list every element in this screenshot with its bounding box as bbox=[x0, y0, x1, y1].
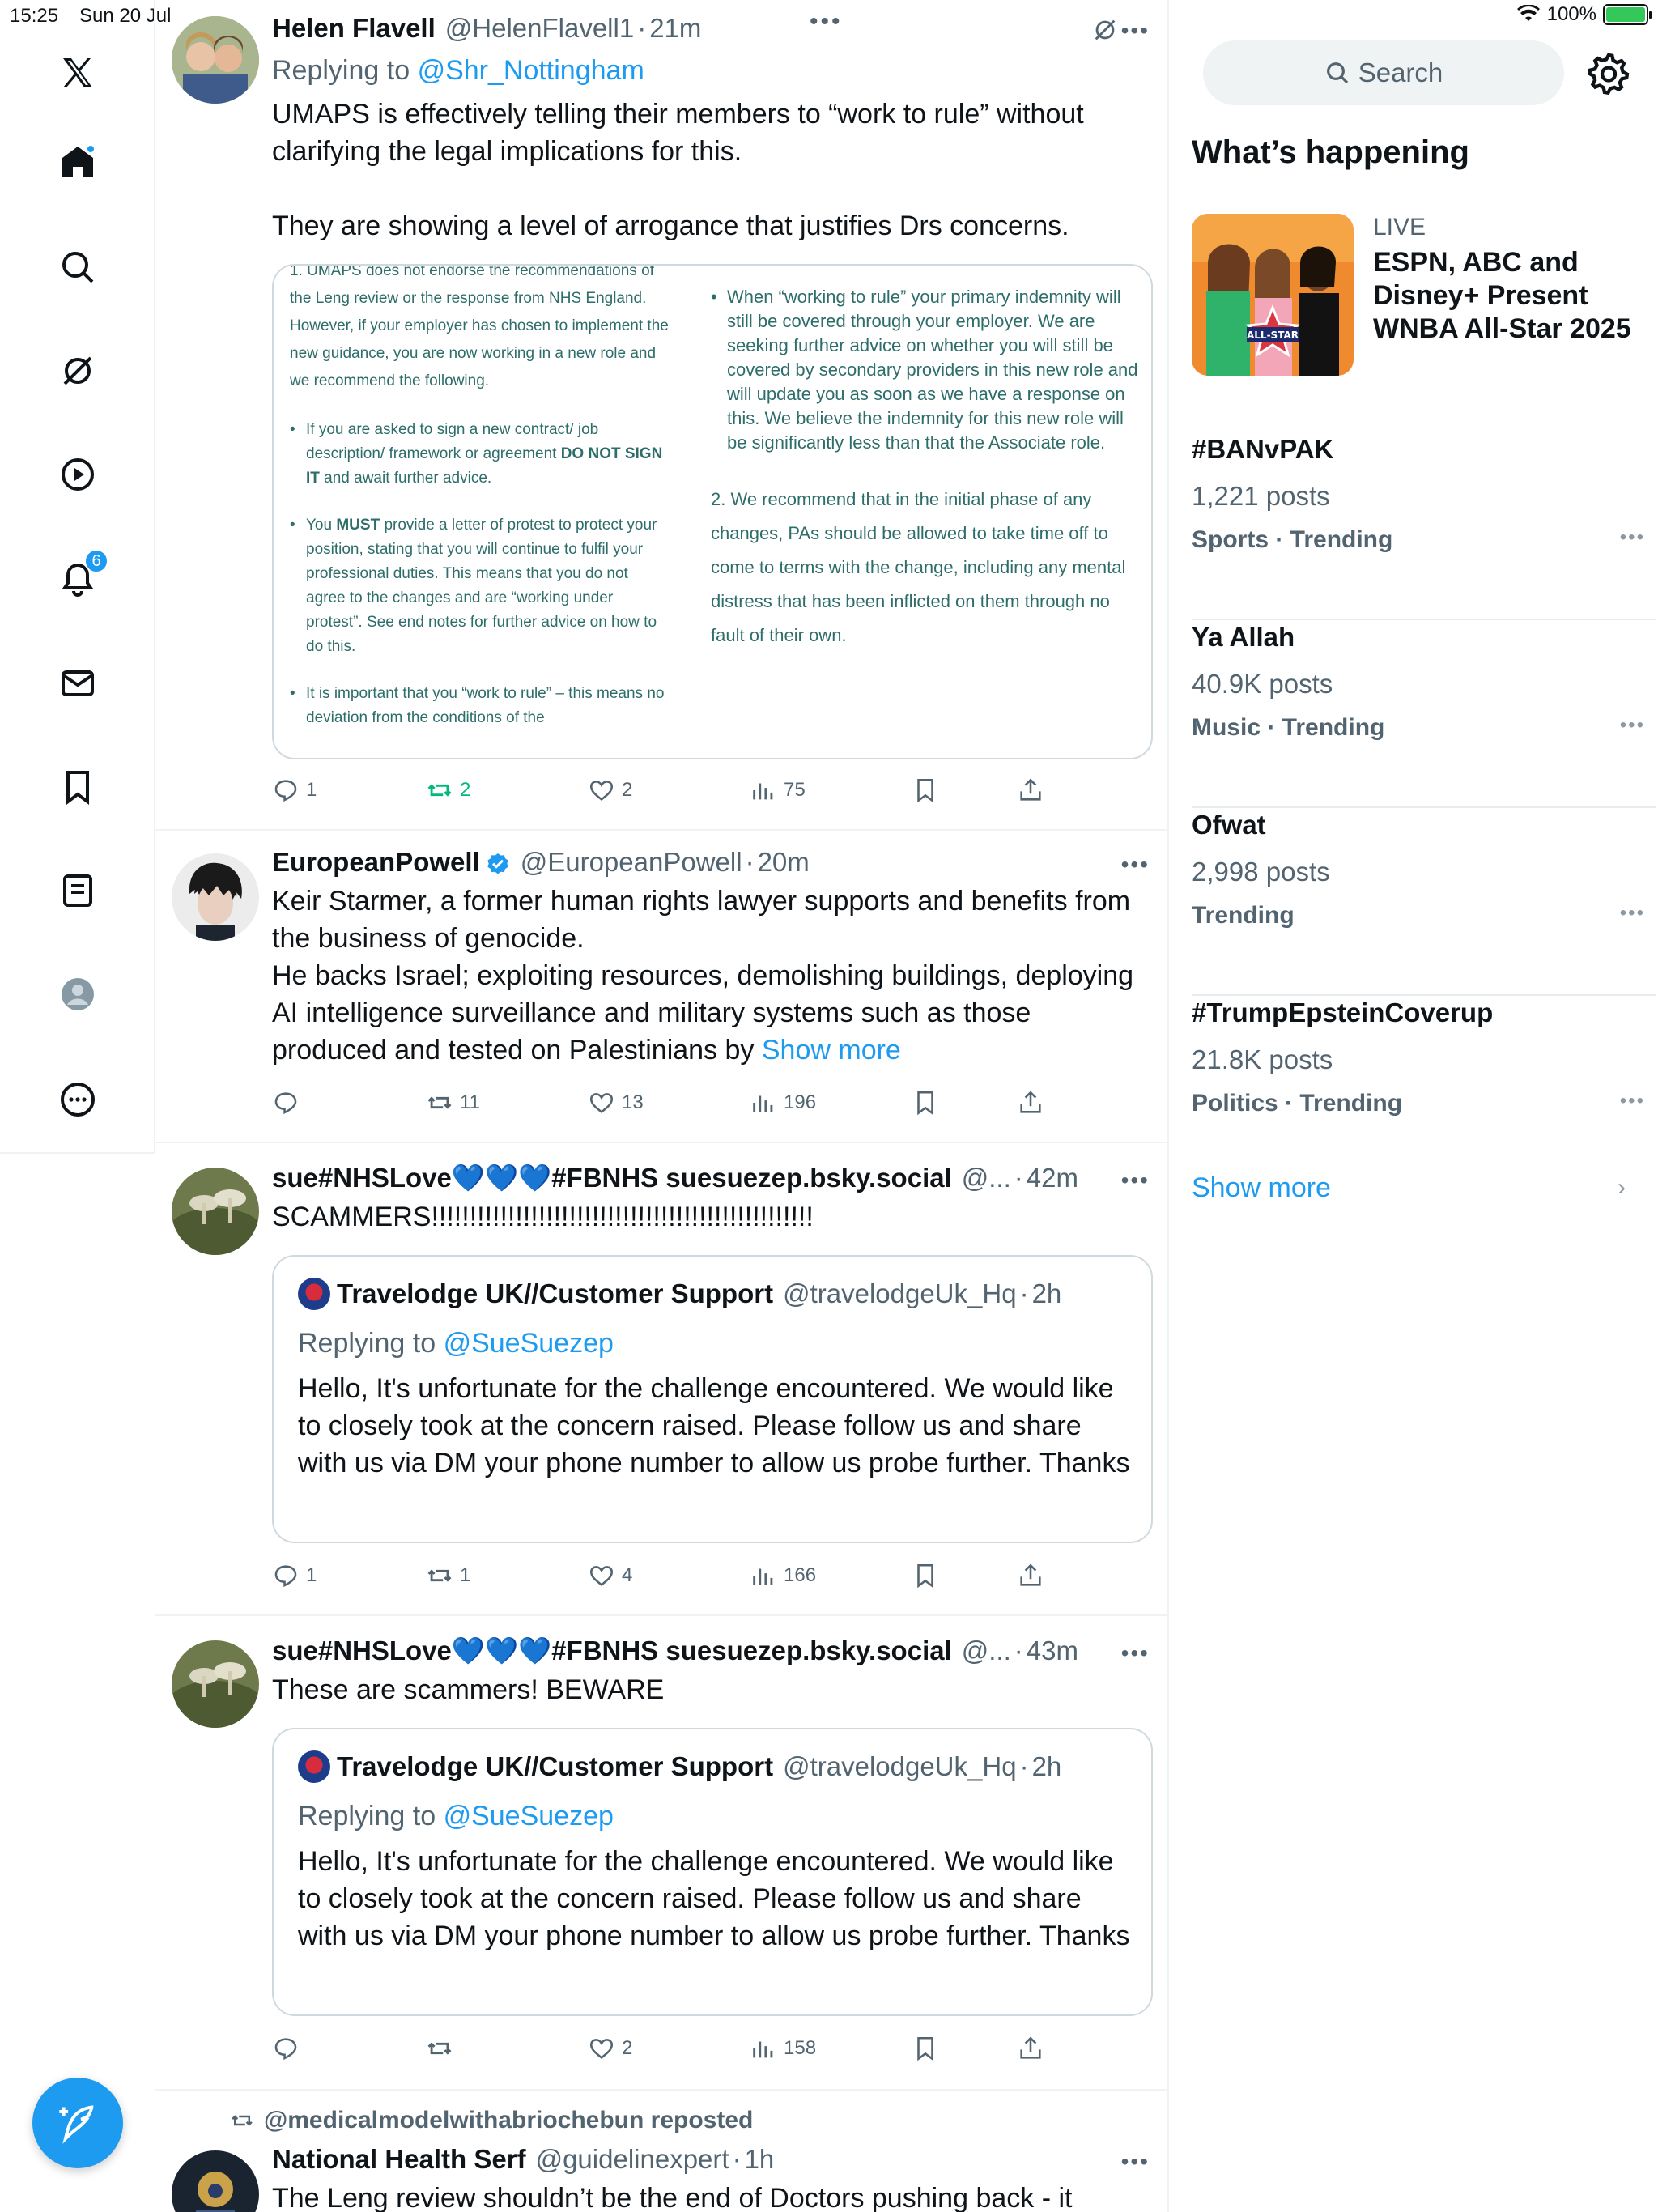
search-icon[interactable] bbox=[52, 241, 104, 293]
grok-icon[interactable] bbox=[1091, 16, 1119, 48]
repost-count: 1 bbox=[460, 1564, 471, 1586]
tweet-actions bbox=[272, 1087, 1082, 1119]
lists-icon[interactable] bbox=[52, 865, 104, 917]
author-handle[interactable]: @... bbox=[961, 1163, 1011, 1193]
share-button[interactable] bbox=[1017, 1087, 1044, 1119]
trend-item[interactable] bbox=[1192, 434, 1656, 620]
notifications-icon[interactable] bbox=[52, 551, 104, 606]
quoted-text: Hello, It's unfortunate for the challenge encountered. We would like to closely took at the concern raised. Please follow us and share with us via DM your phone number to allow us probe further. Thanks bbox=[298, 1846, 1130, 1951]
author-handle[interactable]: @HelenFlavell1 bbox=[444, 13, 635, 43]
views-button[interactable] bbox=[750, 774, 806, 806]
bookmark-icon bbox=[912, 1089, 939, 1117]
reply-icon bbox=[272, 776, 300, 804]
top-handle-dots-icon[interactable]: ••• bbox=[810, 8, 843, 35]
bookmarks-icon[interactable] bbox=[52, 761, 104, 813]
trend-item[interactable] bbox=[1192, 998, 1656, 1184]
tweet-actions bbox=[272, 2032, 1082, 2065]
tweet-text: UMAPS is effectively telling their members to “work to rule” without clarifying the legal implications for this. bbox=[272, 99, 1084, 167]
status-time: 15:25 bbox=[10, 5, 59, 27]
repost-icon bbox=[426, 776, 453, 804]
compose-feather-icon bbox=[57, 2102, 99, 2144]
tweet-national-health-serf[interactable]: @medicalmodelwithabriochebun reposted National Health Serf @guidelinexpert · 1h ••• The Leng review shouldn’t be the end of Doctors pushing back - it bbox=[155, 2091, 1169, 2212]
doc-col2-bullet: • When “working to rule” your primary indemnity will still be covered through your employer. We are seeking further advice on whether you will still be covered by secondary providers in this new role and will update you as soon as we have a response on this. We believe the indemnity for this new role will be significantly less than that the Associate role. bbox=[711, 285, 1148, 455]
heart-icon bbox=[588, 1089, 615, 1117]
views-count: 75 bbox=[784, 779, 806, 801]
grok-icon[interactable] bbox=[52, 345, 104, 397]
tweet-actions bbox=[272, 774, 1082, 806]
views-button[interactable] bbox=[750, 2032, 816, 2065]
reply-count: 1 bbox=[306, 779, 317, 801]
trend-more-icon[interactable]: ••• bbox=[1619, 902, 1645, 924]
quoted-avatar[interactable] bbox=[298, 1278, 330, 1310]
doc-col2-para: 2. We recommend that in the initial phase of any changes, PAs should be allowed to take time off to come to terms with the change, including any mental distress that has been inflicted on them through no fault of their own. bbox=[711, 489, 1126, 645]
chevron-right-icon: › bbox=[1618, 1174, 1626, 1201]
trend-item[interactable] bbox=[1192, 622, 1656, 808]
like-button[interactable] bbox=[588, 774, 632, 806]
x-logo-icon[interactable] bbox=[52, 47, 104, 99]
quoted-author-handle[interactable]: @travelodgeUk_Hq bbox=[783, 1278, 1017, 1308]
like-count: 2 bbox=[622, 779, 633, 801]
reply-count: 1 bbox=[306, 1564, 317, 1586]
repost-icon bbox=[426, 2035, 453, 2062]
quoted-author-handle[interactable]: @travelodgeUk_Hq bbox=[783, 1751, 1017, 1781]
reply-icon bbox=[272, 2035, 300, 2062]
quoted-tweet[interactable]: Travelodge UK//Customer Support @travelodgeUk_Hq · 2h Replying to @SueSuezep Hello, It's unfortunate for the challenge encountered. We would like to closely took at the concern raised. Please follow us and share with us via DM your phone number to allow us probe further. Thanks bbox=[272, 1728, 1153, 2016]
trend-more-icon[interactable]: ••• bbox=[1619, 1090, 1645, 1112]
verified-badge-icon bbox=[485, 852, 511, 878]
repost-icon bbox=[426, 1089, 453, 1117]
reply-button[interactable] bbox=[272, 774, 317, 806]
heart-icon bbox=[588, 2035, 615, 2062]
author-handle[interactable]: @guidelinexpert bbox=[535, 2144, 729, 2174]
trend-name[interactable]: Ofwat bbox=[1192, 810, 1266, 840]
search-placeholder: Search bbox=[1358, 57, 1443, 87]
author-handle[interactable]: @EuropeanPowell bbox=[520, 847, 742, 877]
quoted-text: Hello, It's unfortunate for the challenge encountered. We would like to closely took at the concern raised. Please follow us and share with us via DM your phone number to allow us probe further. Thanks bbox=[298, 1373, 1130, 1478]
views-count: 166 bbox=[784, 1564, 817, 1586]
reply-to-link[interactable]: @SueSuezep bbox=[443, 1801, 614, 1831]
views-icon bbox=[750, 776, 777, 804]
tweet-europeanpowell[interactable]: EuropeanPowell @EuropeanPowell · 20m ••• Keir Starmer, a former human rights lawyer supports and benefits from the business of genocide. He backs Israel; exploiting resources, demolishing buildings, deploying AI intelligence surveillance and military systems such as those produced and tested on Palestinians by Show more 11 13 196 bbox=[155, 831, 1169, 1143]
doc-bullet-1: • If you are asked to sign a new contract/ job description/ framework or agreement DO NOT SIGN IT and await further advice. bbox=[290, 418, 670, 491]
views-button[interactable] bbox=[750, 1559, 816, 1592]
trend-more-icon[interactable]: ••• bbox=[1619, 526, 1645, 548]
reply-label: Replying to bbox=[298, 1801, 436, 1831]
trend-name[interactable]: #BANvPAK bbox=[1192, 434, 1334, 464]
author-name[interactable]: National Health Serf bbox=[272, 2144, 526, 2174]
author-name[interactable]: Helen Flavell bbox=[272, 13, 436, 43]
bookmark-icon bbox=[912, 2035, 939, 2062]
right-sidebar bbox=[1169, 0, 1658, 2212]
trend-category: Sports · Trending bbox=[1192, 526, 1393, 553]
trend-name[interactable]: Ya Allah bbox=[1192, 622, 1295, 652]
trend-more-icon[interactable]: ••• bbox=[1619, 714, 1645, 736]
whats-happening-heading: What’s happening bbox=[1192, 134, 1469, 170]
bookmark-button[interactable] bbox=[912, 774, 939, 806]
doc-intro: 1. UMAPS does not endorse the recommendations of the Leng review or the response from NHS England. However, if your employer has chosen to implement the new guidance, you are now working in a new role and we recommend the following. bbox=[290, 264, 669, 389]
like-button[interactable] bbox=[588, 2032, 632, 2065]
trend-count: 2,998 posts bbox=[1192, 857, 1330, 887]
featured-image-caption: ALL-STAR bbox=[1247, 330, 1299, 341]
views-button[interactable] bbox=[750, 1087, 816, 1119]
more-menu-icon[interactable]: ••• bbox=[1120, 1640, 1150, 1665]
notifications-badge: 6 bbox=[84, 549, 108, 573]
quoted-time[interactable]: 2h bbox=[1031, 1278, 1062, 1308]
repost-button[interactable] bbox=[426, 774, 470, 806]
trend-item[interactable] bbox=[1192, 810, 1656, 996]
settings-gear-icon[interactable] bbox=[1585, 50, 1632, 97]
tweet-text: Keir Starmer, a former human rights lawyer supports and benefits from the business of genocide. He backs Israel; exploiting resources, demolishing buildings, deploying AI intelligence surveillance and military systems such as those produced and tested on Palestinians by bbox=[272, 886, 1134, 1066]
tweet-text-2: They are showing a level of arrogance that justifies Drs concerns. bbox=[272, 211, 1069, 241]
reply-icon bbox=[272, 1562, 300, 1589]
repost-context-label[interactable]: @medicalmodelwithabriochebun reposted bbox=[264, 2107, 754, 2133]
bookmark-button[interactable] bbox=[912, 1559, 939, 1592]
heart-icon bbox=[588, 1562, 615, 1589]
profile-avatar-icon[interactable] bbox=[52, 968, 104, 1020]
repost-icon bbox=[426, 1562, 453, 1589]
show-more-link[interactable]: Show more bbox=[761, 1035, 901, 1066]
tweet-sue-beware[interactable]: sue#NHSLove💙💙💙#FBNHS suesuezep.bsky.social @... · 43m ••• These are scammers! BEWARE Travelodge UK//Customer Support @travelodgeUk_Hq · 2h Replying to @SueSuezep Hello, It's unfortunate for the challenge encountered. We would like to closely took at the concern raised. Please follow us and share with us via DM your phone number to allow us probe further. Thanks 2 158 bbox=[155, 1616, 1169, 2091]
attached-document-image[interactable] bbox=[272, 264, 1153, 759]
repost-button[interactable] bbox=[426, 1559, 470, 1592]
home-unread-dot bbox=[86, 144, 96, 154]
avatar[interactable] bbox=[172, 1640, 259, 1728]
trend-count: 1,221 posts bbox=[1192, 481, 1330, 511]
share-icon bbox=[1017, 1089, 1044, 1117]
battery-percent: 100% bbox=[1546, 3, 1596, 25]
author-name[interactable]: sue#NHSLove💙💙💙#FBNHS suesuezep.bsky.social bbox=[272, 1636, 952, 1665]
avatar[interactable] bbox=[172, 1168, 259, 1255]
trend-count: 21.8K posts bbox=[1192, 1044, 1333, 1074]
featured-event-image[interactable] bbox=[1192, 214, 1354, 376]
like-count: 2 bbox=[622, 2037, 633, 2059]
share-icon bbox=[1017, 776, 1044, 804]
like-button[interactable] bbox=[588, 1559, 632, 1592]
compose-post-button[interactable] bbox=[32, 2078, 123, 2168]
search-icon bbox=[1324, 60, 1350, 86]
tweet-helen-flavell[interactable]: Helen Flavell @HelenFlavell1 · 21m ••• Replying to @Shr_Nottingham UMAPS is effectively telling their members to “work to rule” without clarifying the legal implications for this. They are showing a level of arrogance that justifies Drs concerns. 1. UMAPS does not endorse the recommendations of the Leng review or the response from NHS England. However, if your employer has chosen to implement the new guidance, you are now working in a new role and we recommend the following. • If you are asked to sign a new contract/ job description/ framework or agreement DO NOT SIGN IT and await further advice. • You MUST provide a letter of protest to protect your position, stating that you will continue to fulfil your professional duties. This means that you do not agree to the changes and are “working under protest”. See end notes for further advice on how to do this. • It is important that you “work to rule” – this means no deviation from the conditions of the • When “working to rule” your primary indemnity will still be covered through your employer. We are seeking further advice on whether you will still be covered by secondary providers in this new role and will update you as soon as we have a response on this. We believe the indemnity for this new role will be significantly less than that the Associate role. 2. We recommend that in the initial phase of any changes, PAs should be allowed to take time off to come to terms with the change, including any mental distress that has been inflicted on them through no fault of their own. 1 2 2 75 bbox=[155, 0, 1169, 831]
author-handle[interactable]: @... bbox=[961, 1636, 1011, 1665]
status-date: Sun 20 Jul bbox=[79, 5, 172, 27]
show-more-trends-link[interactable]: Show more bbox=[1192, 1172, 1331, 1203]
reply-to-link[interactable]: @Shr_Nottingham bbox=[417, 55, 644, 86]
trend-category: Music · Trending bbox=[1192, 714, 1385, 741]
tweet-actions bbox=[272, 1559, 1082, 1592]
messages-icon[interactable] bbox=[52, 657, 104, 709]
more-menu-icon[interactable]: ••• bbox=[1120, 852, 1150, 877]
reply-button[interactable] bbox=[272, 1559, 317, 1592]
reply-label: Replying to bbox=[272, 55, 410, 86]
featured-live-label: LIVE bbox=[1373, 214, 1426, 240]
tweet-text: SCAMMERS!!!!!!!!!!!!!!!!!!!!!!!!!!!!!!!!!!!!!!!!!!!!!!!!!! bbox=[272, 1202, 814, 1232]
timeline bbox=[155, 0, 1169, 2212]
tweet-text: The Leng review shouldn’t be the end of Doctors pushing back - it bbox=[272, 2183, 1073, 2212]
heart-icon bbox=[588, 776, 615, 804]
quoted-tweet[interactable]: Travelodge UK//Customer Support @travelodgeUk_Hq · 2h Replying to @SueSuezep Hello, It's unfortunate for the challenge encountered. We would like to closely took at the concern raised. Please follow us and share with us via DM your phone number to allow us probe further. Thanks bbox=[272, 1255, 1153, 1543]
featured-title[interactable]: ESPN, ABC and Disney+ Present WNBA All-Star 2025 bbox=[1373, 247, 1631, 344]
doc-bullet-2: • You MUST provide a letter of protest to protect your position, stating that you will continue to fulfil your professional duties. This means that you do not agree to the changes and are “working under protest”. See end notes for further advice on how to do this. bbox=[290, 513, 670, 659]
avatar[interactable] bbox=[172, 853, 259, 941]
more-menu-icon[interactable]: ••• bbox=[1120, 18, 1150, 43]
trend-name[interactable]: #TrumpEpsteinCoverup bbox=[1192, 998, 1494, 1027]
bookmark-button[interactable] bbox=[912, 2032, 939, 2065]
repost-icon bbox=[230, 2108, 254, 2133]
author-name[interactable]: EuropeanPowell bbox=[272, 847, 480, 877]
tweet-time[interactable]: 43m bbox=[1026, 1636, 1078, 1665]
bookmark-icon bbox=[912, 1562, 939, 1589]
views-count: 196 bbox=[784, 1091, 817, 1113]
repost-count: 2 bbox=[460, 779, 471, 801]
repost-context bbox=[230, 2107, 753, 2134]
like-count: 4 bbox=[622, 1564, 633, 1586]
reply-icon bbox=[272, 1089, 300, 1117]
quoted-author-name[interactable]: Travelodge UK//Customer Support bbox=[337, 1751, 774, 1781]
avatar[interactable] bbox=[172, 2150, 259, 2212]
views-icon bbox=[750, 1562, 777, 1589]
tweet-time[interactable]: 1h bbox=[744, 2144, 775, 2174]
featured-event[interactable] bbox=[1192, 214, 1645, 392]
bookmark-icon bbox=[912, 776, 939, 804]
tweet-time[interactable]: 20m bbox=[757, 847, 810, 877]
tweet-sue-scammers[interactable]: sue#NHSLove💙💙💙#FBNHS suesuezep.bsky.social @... · 42m ••• SCAMMERS!!!!!!!!!!!!!!!!!!!!!!!!!!!!!!!!!!!!!!!!!!!!!!!!!! Travelodge UK//Customer Support @travelodgeUk_Hq · 2h Replying to @SueSuezep Hello, It's unfortunate for the challenge encountered. We would like to closely took at the concern raised. Please follow us and share with us via DM your phone number to allow us probe further. Thanks 1 1 4 166 bbox=[155, 1143, 1169, 1616]
bookmark-button[interactable] bbox=[912, 1087, 939, 1119]
share-button[interactable] bbox=[1017, 774, 1044, 806]
reply-button[interactable] bbox=[272, 1087, 306, 1119]
quoted-author-name[interactable]: Travelodge UK//Customer Support bbox=[337, 1278, 774, 1308]
share-button[interactable] bbox=[1017, 2032, 1044, 2065]
quoted-time[interactable]: 2h bbox=[1031, 1751, 1062, 1781]
trend-count: 40.9K posts bbox=[1192, 669, 1333, 699]
views-icon bbox=[750, 2035, 777, 2062]
trend-category: Politics · Trending bbox=[1192, 1090, 1403, 1117]
reply-label: Replying to bbox=[298, 1328, 436, 1359]
share-icon bbox=[1017, 1562, 1044, 1589]
repost-button[interactable] bbox=[426, 1087, 480, 1119]
more-menu-icon[interactable]: ••• bbox=[1120, 2149, 1150, 2174]
views-icon bbox=[750, 1089, 777, 1117]
left-nav bbox=[0, 0, 155, 1154]
like-button[interactable] bbox=[588, 1087, 644, 1119]
repost-button[interactable] bbox=[426, 2032, 460, 2065]
trend-category: Trending bbox=[1192, 902, 1295, 929]
tweet-text: These are scammers! BEWARE bbox=[272, 1674, 665, 1705]
reply-button[interactable] bbox=[272, 2032, 306, 2065]
search-input[interactable] bbox=[1203, 40, 1564, 105]
avatar[interactable] bbox=[172, 16, 259, 104]
author-name[interactable]: sue#NHSLove💙💙💙#FBNHS suesuezep.bsky.social bbox=[272, 1163, 952, 1193]
like-count: 13 bbox=[622, 1091, 644, 1113]
reply-to-link[interactable]: @SueSuezep bbox=[443, 1328, 614, 1359]
more-menu-icon[interactable]: ••• bbox=[1120, 1168, 1150, 1193]
more-options-icon[interactable] bbox=[52, 1074, 104, 1125]
home-icon[interactable] bbox=[52, 136, 104, 188]
share-button[interactable] bbox=[1017, 1559, 1044, 1592]
video-icon[interactable] bbox=[52, 449, 104, 500]
share-icon bbox=[1017, 2035, 1044, 2062]
quoted-avatar[interactable] bbox=[298, 1750, 330, 1783]
tweet-time[interactable]: 21m bbox=[649, 13, 702, 43]
doc-bullet-3: • It is important that you “work to rule” – this means no deviation from the conditions of the bbox=[290, 682, 670, 730]
views-count: 158 bbox=[784, 2037, 817, 2059]
repost-count: 11 bbox=[460, 1091, 480, 1113]
tweet-time[interactable]: 42m bbox=[1026, 1163, 1078, 1193]
